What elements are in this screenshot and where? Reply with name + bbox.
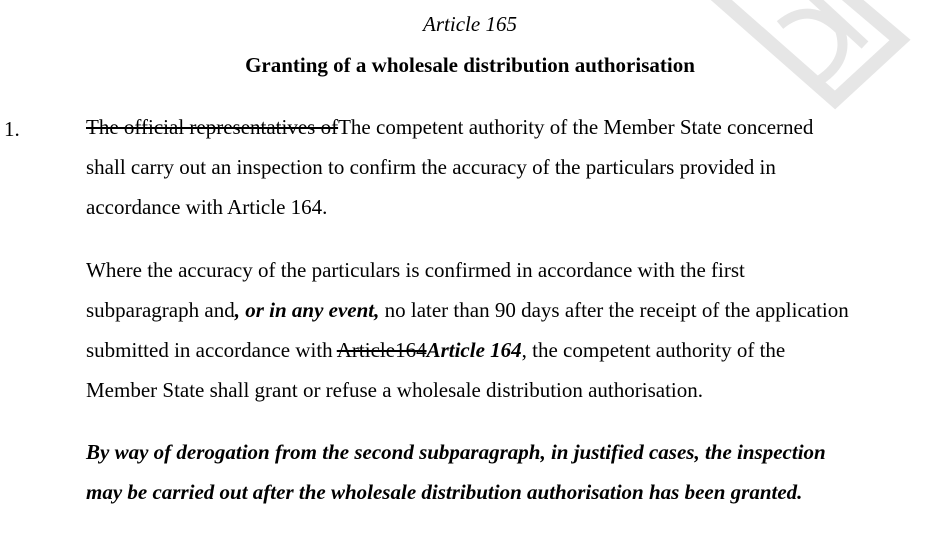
subparagraph-1-line-1 [86,107,926,147]
text-segment: The competent authority of the Member State concerned [338,115,814,139]
subparagraph-3-line-2: may be carried out after the wholesale distribution authorisation has been granted. [86,480,803,504]
subparagraph-2-line-1: Where the accuracy of the particulars is confirmed in accordance with the first [86,258,745,282]
text-segment: subparagraph and [86,298,235,322]
subparagraph-1 [86,107,926,227]
deleted-text: The official representatives of [86,115,339,139]
subparagraph-1-line-3: accordance with Article 164. [86,195,328,219]
subparagraph-3-line-1: By way of derogation from the second subparagraph, in justified cases, the inspection [86,440,826,464]
article-title: Granting of a wholesale distribution authorisation [245,53,695,77]
inserted-text: , or in any event, [234,298,380,322]
article-number: Article 165 [423,12,517,36]
subparagraph-1-line-2: shall carry out an inspection to confirm the accuracy of the particulars provided in [86,155,776,179]
subparagraph-2-line-3 [86,330,926,370]
subparagraph-2 [86,250,926,410]
deleted-text: Article164 [336,338,427,362]
text-segment: , the competent authority of the [521,338,786,362]
inserted-text: Article 164 [426,338,522,362]
paragraph-number: 1. [4,117,20,141]
subparagraph-2-line-4: Member State shall grant or refuse a wholesale distribution authorisation. [86,378,704,402]
text-segment: no later than 90 days after the receipt of the application [379,298,849,322]
subparagraph-2-line-2 [86,290,926,330]
text-segment: submitted in accordance with [86,338,337,362]
subparagraph-3-inserted [86,432,926,512]
